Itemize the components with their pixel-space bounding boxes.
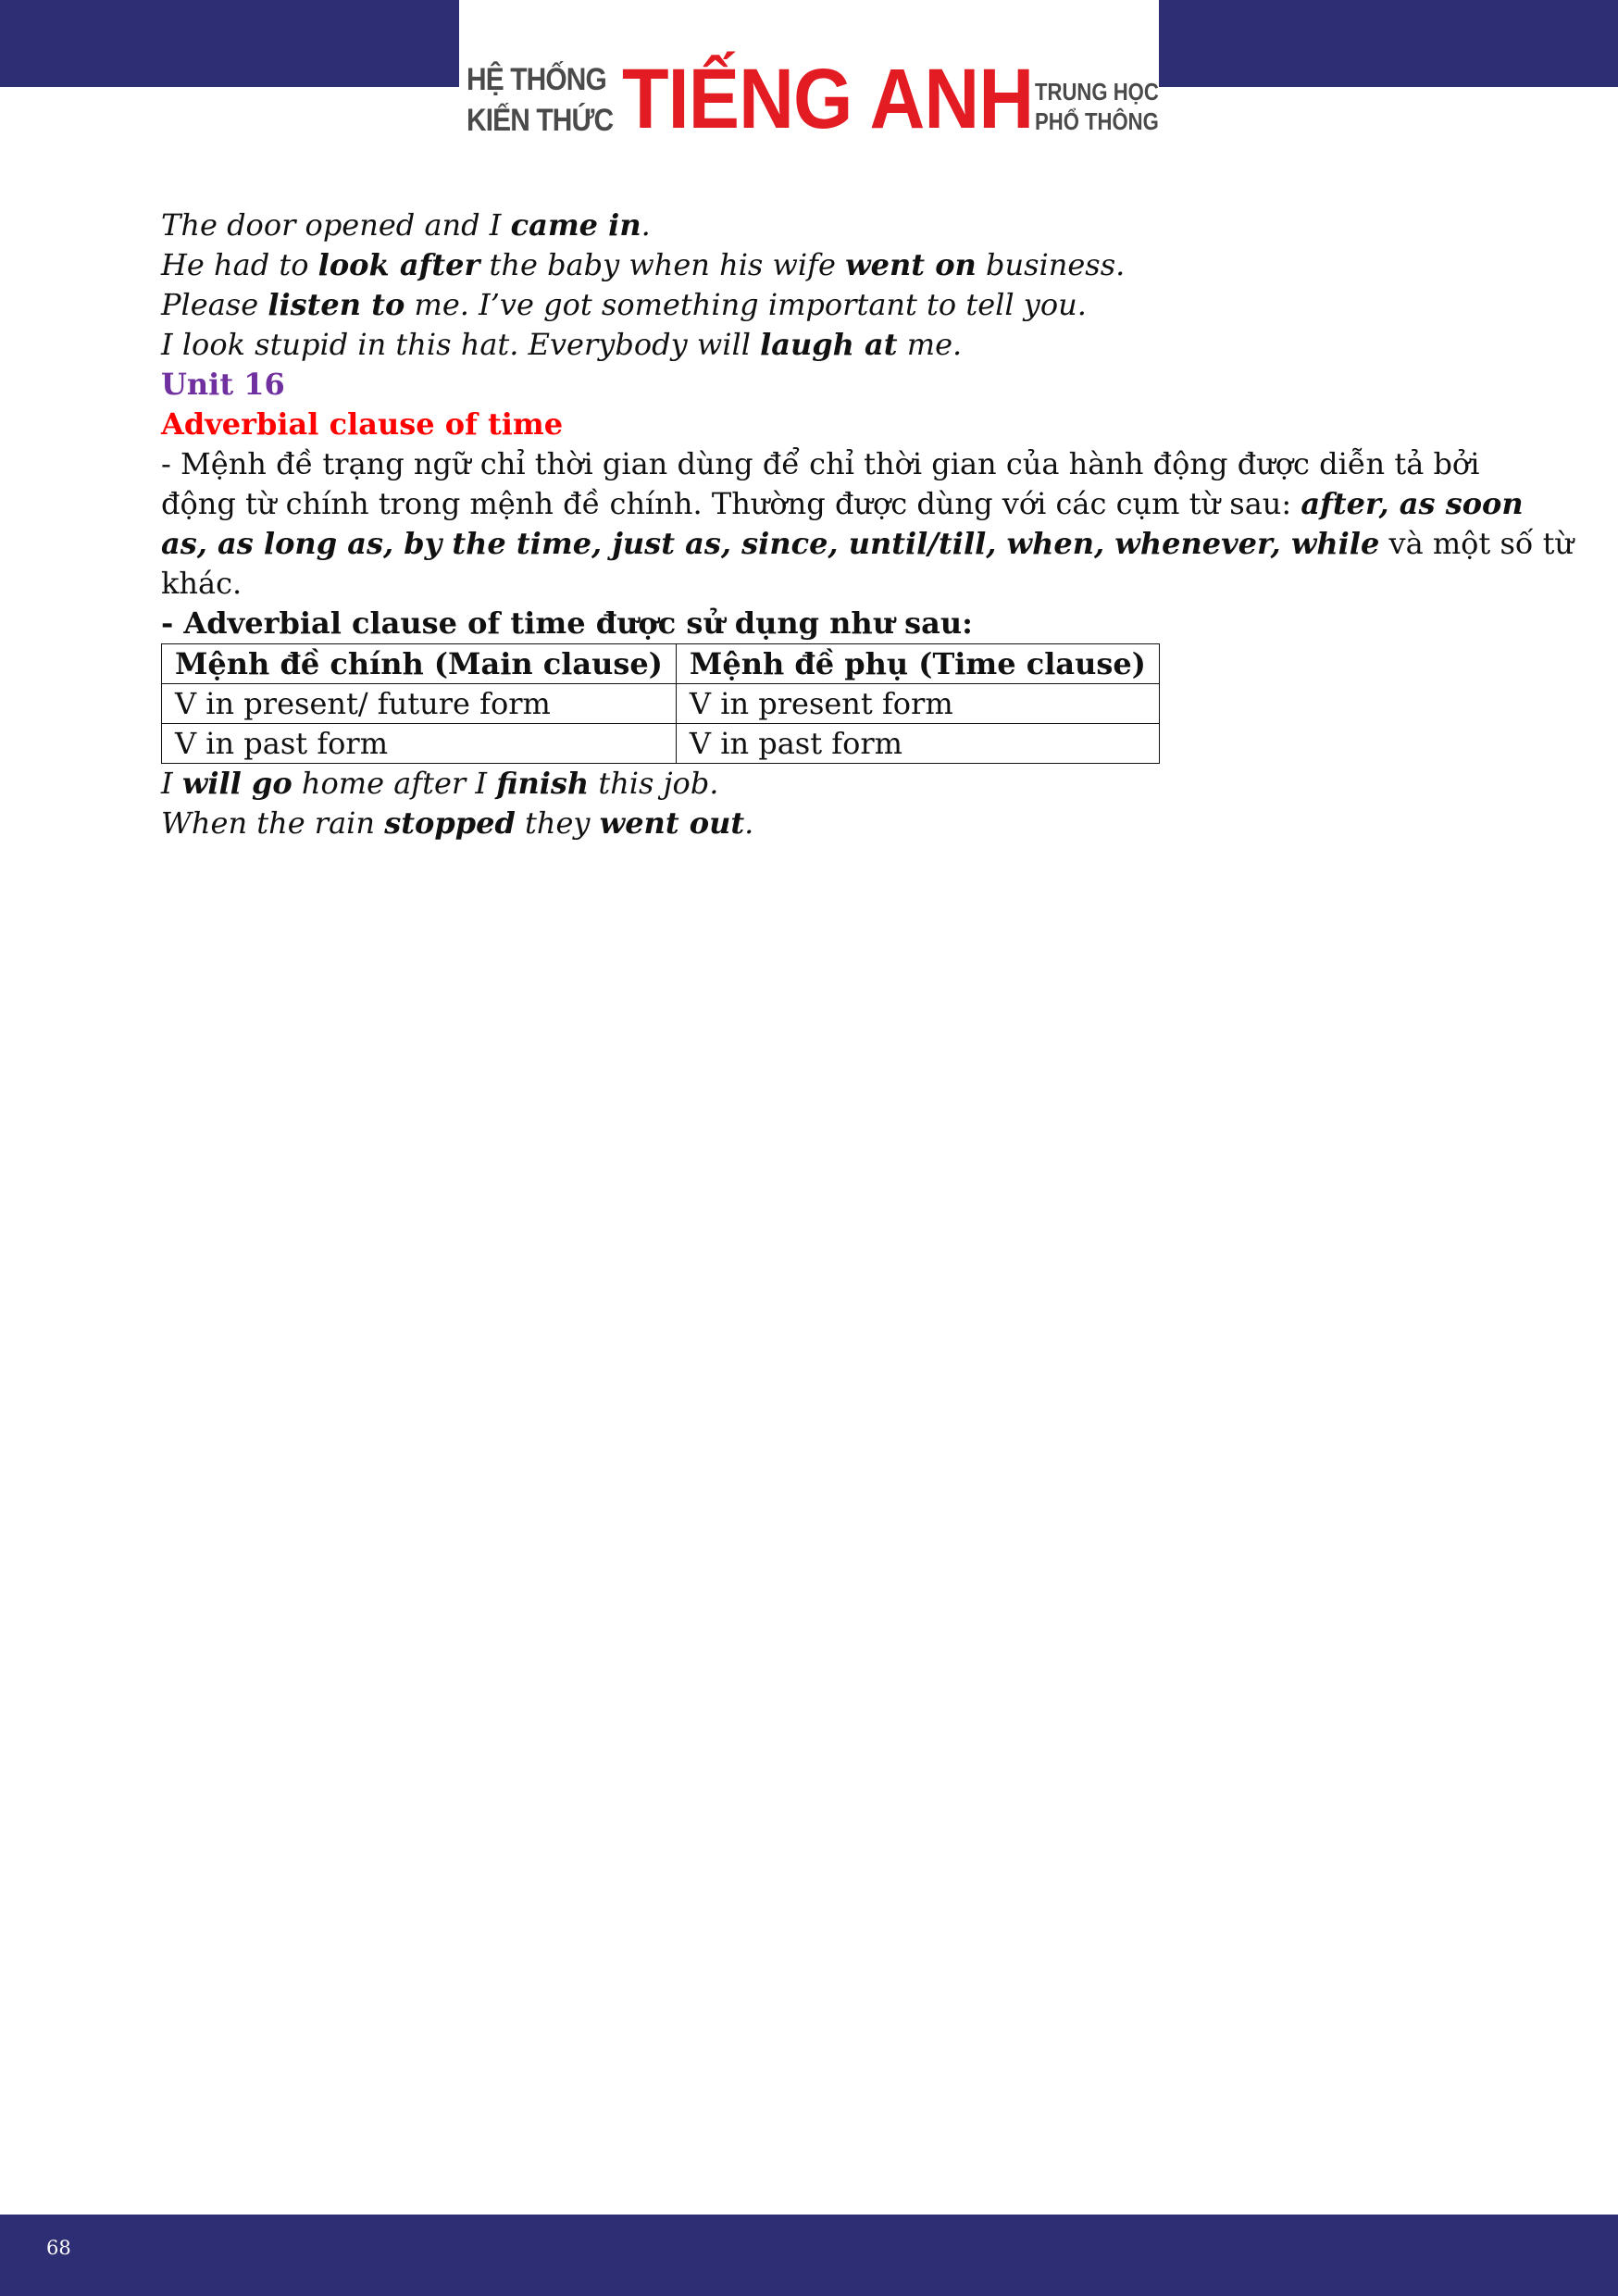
paragraph-text: và một số từ <box>1379 526 1574 561</box>
example-text: I <box>161 766 182 801</box>
logo-text-he-thong: HỆ THỐNG <box>467 62 606 97</box>
table-cell: V in present form <box>676 684 1159 724</box>
unit-title: Unit 16 <box>161 367 285 402</box>
page-number: 68 <box>46 2237 71 2259</box>
example-phrasal-verb: laugh at <box>760 327 898 362</box>
example-text: He had to <box>161 247 318 282</box>
example-text: they <box>515 805 600 841</box>
paragraph-text: động từ chính trong mệnh đề chính. Thường được dùng với các cụm từ sau: <box>161 486 1301 521</box>
example-line <box>161 804 1485 843</box>
example-line <box>161 764 1485 804</box>
example-phrasal-verb: listen to <box>268 287 405 322</box>
paragraph-keywords: after, as soon <box>1301 486 1524 521</box>
example-text: Please <box>161 287 268 322</box>
example-text: me. <box>897 327 963 362</box>
example-text: The door opened and I <box>161 207 511 243</box>
table-header-row <box>162 644 1160 684</box>
table-row <box>162 724 1160 764</box>
example-phrasal-verb: came in <box>510 207 641 243</box>
example-line <box>161 245 1485 285</box>
table-header-cell: Mệnh đề chính (Main clause) <box>162 644 677 684</box>
logo-text-pho-thong: PHỔ THÔNG <box>1035 107 1159 135</box>
example-text: . <box>744 805 754 841</box>
table-row <box>162 684 1160 724</box>
example-line <box>161 206 1485 245</box>
example-phrasal-verb: went on <box>845 247 977 282</box>
page-content <box>161 206 1574 843</box>
example-phrasal-verb: look after <box>317 247 480 282</box>
table-cell: V in present/ future form <box>162 684 677 724</box>
example-text: home after I <box>292 766 497 801</box>
example-verb: finish <box>496 766 590 801</box>
example-line <box>161 285 1485 325</box>
paragraph-keywords: as, as long as, by the time, just as, since, until/till, when, whenever, while <box>161 526 1380 561</box>
logo-title-tieng-anh: TIẾNG ANH <box>622 52 1034 146</box>
tense-table <box>161 643 1160 764</box>
paragraph-line: - Mệnh đề trạng ngữ chỉ thời gian dùng để chỉ thời gian của hành động được diễn tả bởi <box>161 446 1480 481</box>
paragraph-line <box>161 484 1524 524</box>
section-title: Adverbial clause of time <box>161 406 564 442</box>
example-text: me. I’ve got something important to tell you. <box>404 287 1087 322</box>
example-verb: stopped <box>384 805 516 841</box>
paragraph-line: khác. <box>161 566 243 601</box>
example-text: I look stupid in this hat. Everybody will <box>161 327 761 362</box>
example-text: When the rain <box>161 805 385 841</box>
paragraph-line <box>161 524 1574 564</box>
table-cell: V in past form <box>676 724 1159 764</box>
usage-prefix: - <box>161 605 184 641</box>
example-text: the baby when his wife <box>479 247 846 282</box>
logo-text-trung-hoc: TRUNG HỌC <box>1035 78 1159 106</box>
usage-heading <box>161 604 1485 643</box>
example-line <box>161 325 1485 365</box>
example-text: business. <box>976 247 1126 282</box>
header-band-right <box>1159 0 1618 87</box>
example-verb: went out <box>599 805 745 841</box>
table-header-cell: Mệnh đề phụ (Time clause) <box>676 644 1159 684</box>
example-text: . <box>641 207 651 243</box>
usage-heading-text: Adverbial clause of time được sử dụng như sau: <box>183 605 973 641</box>
example-verb: will go <box>181 766 292 801</box>
table-cell: V in past form <box>162 724 677 764</box>
header-logo <box>463 52 1159 146</box>
header-band-left <box>0 0 459 87</box>
example-text: this job. <box>589 766 719 801</box>
footer-band <box>0 2215 1618 2296</box>
logo-text-kien-thuc: KIẾN THỨC <box>467 103 614 138</box>
